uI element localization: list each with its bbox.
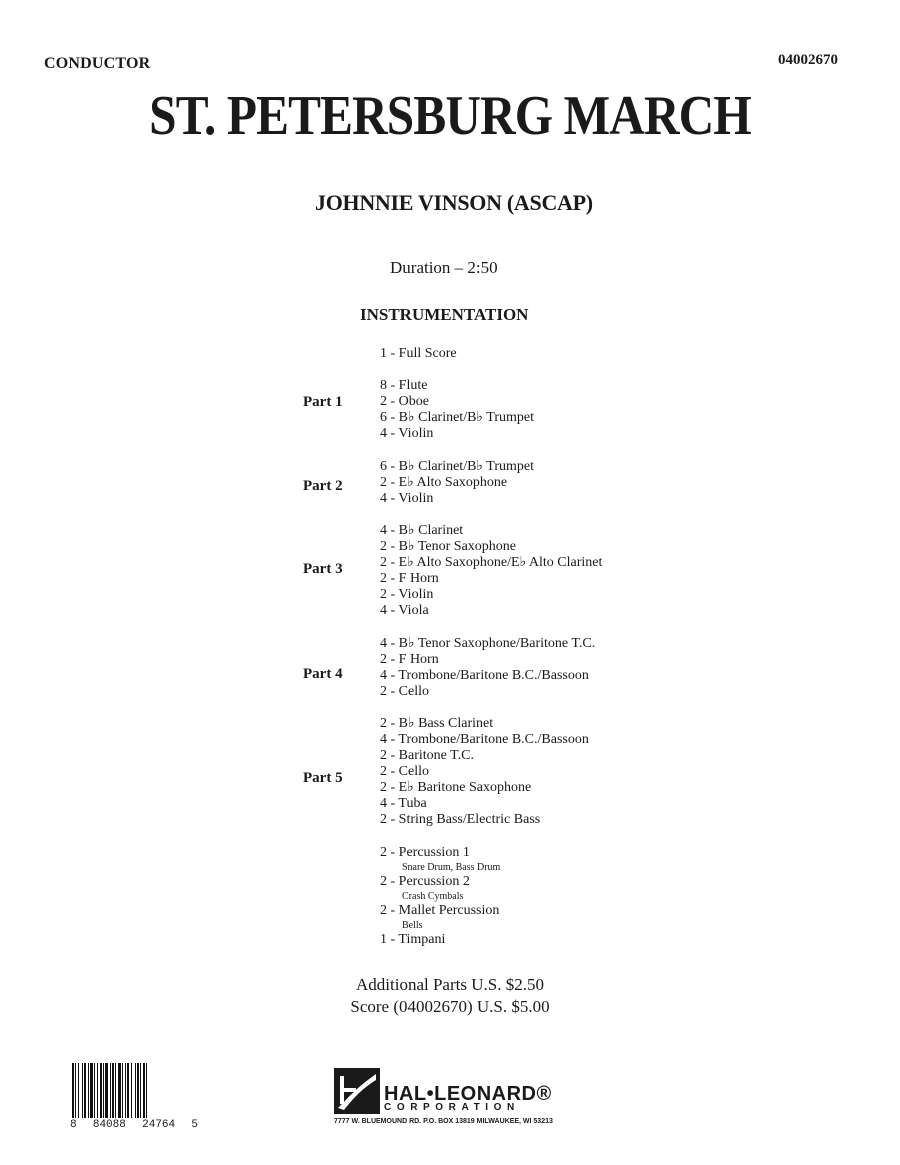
part-5-instruments <box>380 716 589 828</box>
instrument-line: 2 - Cello <box>380 764 429 779</box>
additional-parts-price: Additional Parts U.S. $2.50 <box>356 975 544 994</box>
barcode-bar <box>137 1063 139 1118</box>
full-score-line <box>380 346 457 362</box>
instrument-line: 1 - Full Score <box>380 346 457 361</box>
instrument-line: 6 - B♭ Clarinet/B♭ Trumpet <box>380 410 534 425</box>
part-label: Part 5 <box>303 770 343 786</box>
barcode-bar <box>72 1063 74 1118</box>
instrument-line: 2 - Baritone T.C. <box>380 748 474 763</box>
part-label: Part 4 <box>303 666 343 682</box>
instrument-line: 2 - Cello <box>380 684 429 699</box>
barcode-bar <box>75 1063 76 1118</box>
instrument-line: 2 - Oboe <box>380 394 429 409</box>
barcode-bar <box>78 1063 79 1118</box>
barcode-bar <box>105 1063 108 1118</box>
barcode-bar <box>135 1063 136 1118</box>
instrument-line: 2 - F Horn <box>380 652 439 667</box>
barcode-bar <box>122 1063 123 1118</box>
barcode-bar <box>143 1063 145 1118</box>
part-2-instruments <box>380 459 534 507</box>
barcode-bar <box>140 1063 141 1118</box>
barcode-bar <box>82 1063 83 1118</box>
barcode-digit-group: 8 <box>70 1119 77 1131</box>
page-title: ST. PETERSBURG MARCH <box>149 85 751 147</box>
instrument-line: 2 - Violin <box>380 587 434 602</box>
instrument-line: 2 - Percussion 2 <box>380 874 470 889</box>
part-label: Part 1 <box>303 394 343 410</box>
instrument-line: 2 - E♭ Alto Saxophone/E♭ Alto Clarinet <box>380 555 603 570</box>
barcode-bar <box>97 1063 98 1118</box>
barcode-bar <box>103 1063 104 1118</box>
instrument-line: 8 - Flute <box>380 378 428 393</box>
score-price: Score (04002670) U.S. $5.00 <box>350 997 550 1016</box>
barcode-bar <box>94 1063 95 1118</box>
instrument-line: 2 - F Horn <box>380 571 439 586</box>
part-1-instruments <box>380 378 534 442</box>
hal-leonard-emblem-icon <box>334 1068 380 1114</box>
instrument-line: 6 - B♭ Clarinet/B♭ Trumpet <box>380 459 534 474</box>
duration: Duration – 2:50 <box>390 258 498 277</box>
barcode-bar <box>112 1063 114 1118</box>
composer: JOHNNIE VINSON (ASCAP) <box>315 190 593 215</box>
instrument-line: 4 - Trombone/Baritone B.C./Bassoon <box>380 732 589 747</box>
instrument-line: 4 - Violin <box>380 491 434 506</box>
instrument-line: 4 - Trombone/Baritone B.C./Bassoon <box>380 668 589 683</box>
percussion-instruments <box>380 845 500 948</box>
instrument-line: 2 - Percussion 1 <box>380 845 470 860</box>
barcode-bar <box>118 1063 121 1118</box>
barcode-digit-group: 24764 <box>142 1119 176 1131</box>
barcode-bars <box>70 1063 198 1118</box>
barcode <box>70 1063 198 1131</box>
instrumentation-heading: INSTRUMENTATION <box>360 305 529 324</box>
part-3-instruments <box>380 523 602 619</box>
publisher-name: HAL•LEONARD® <box>384 1083 552 1105</box>
instrument-detail: Snare Drum, Bass Drum <box>402 862 501 873</box>
instrument-line: 2 - B♭ Tenor Saxophone <box>380 539 517 554</box>
barcode-bar <box>110 1063 111 1118</box>
instrument-line: 4 - B♭ Tenor Saxophone/Baritone T.C. <box>380 636 596 651</box>
barcode-number <box>70 1119 198 1131</box>
publisher-address: 7777 W. BLUEMOUND RD. P.O. BOX 13819 MILWAUKEE, WI 53213 <box>334 1118 553 1125</box>
barcode-bar <box>125 1063 126 1118</box>
barcode-bar <box>100 1063 102 1118</box>
part-label: Part 2 <box>303 478 343 494</box>
part-label: Part 3 <box>303 561 343 577</box>
barcode-digit-group: 5 <box>191 1119 198 1131</box>
instrument-line: 1 - Timpani <box>380 932 446 947</box>
barcode-bar <box>131 1063 132 1118</box>
instrument-line: 4 - Tuba <box>380 796 427 811</box>
barcode-bar <box>88 1063 89 1118</box>
instrument-line: 4 - Viola <box>380 603 429 618</box>
barcode-digit-group: 84088 <box>92 1119 126 1131</box>
instrument-line: 2 - Mallet Percussion <box>380 903 500 918</box>
instrument-detail: Bells <box>402 920 423 931</box>
instrument-line: 2 - E♭ Alto Saxophone <box>380 475 508 490</box>
publisher-corporation: CORPORATION <box>384 1102 520 1113</box>
barcode-bar <box>84 1063 86 1118</box>
barcode-bar <box>90 1063 93 1118</box>
part-4-instruments <box>380 636 595 700</box>
instrument-detail: Crash Cymbals <box>402 891 464 902</box>
instrument-line: 2 - String Bass/Electric Bass <box>380 812 541 827</box>
barcode-bar <box>127 1063 129 1118</box>
instrument-line: 4 - B♭ Clarinet <box>380 523 464 538</box>
prices <box>0 974 900 1018</box>
catalog-number: 04002670 <box>778 52 838 68</box>
barcode-bar <box>146 1063 147 1118</box>
instrument-line: 4 - Violin <box>380 426 434 441</box>
instrument-line: 2 - E♭ Baritone Saxophone <box>380 780 532 795</box>
barcode-bar <box>115 1063 116 1118</box>
publisher-logo <box>334 1065 584 1129</box>
conductor-label: CONDUCTOR <box>44 55 151 72</box>
instrument-line: 2 - B♭ Bass Clarinet <box>380 716 494 731</box>
